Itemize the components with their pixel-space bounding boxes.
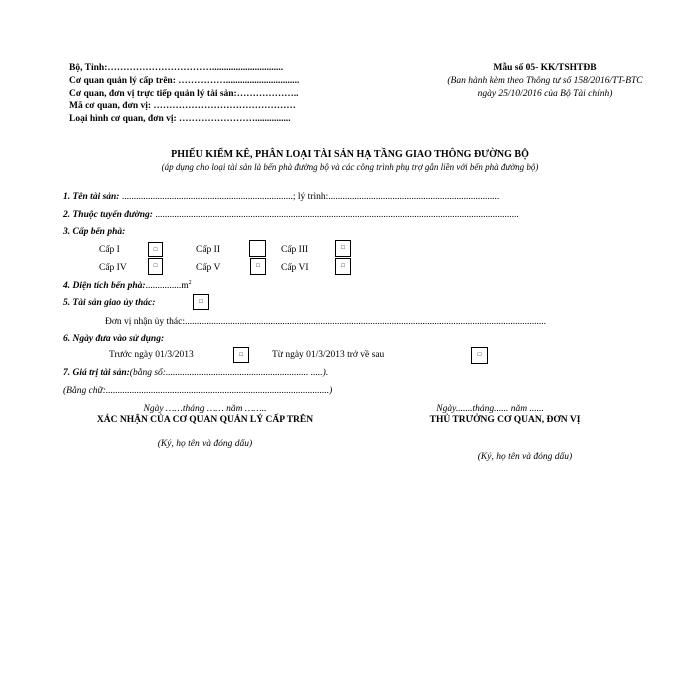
form-number: Mẫu số 05- KK/TSHTĐB [493,63,597,73]
page-subtitle: (áp dụng cho loại tài sản là bến phà đường bộ và các công trình phụ trợ gắn liền với bến phà đường bộ) [161,162,539,172]
checkbox-mark-icon: □ [239,352,243,358]
grade-3-checkbox[interactable] [335,240,351,257]
field-route [63,210,519,220]
header-agency-code: Mã cơ quan, đơn vị: ……………………………………… [69,101,296,111]
grade-1-label: Cấp I [99,245,120,255]
field-entrusted-unit-value[interactable]: ........................................................................................................................................................ [184,317,546,327]
checkbox-mark-icon: □ [199,299,203,305]
field-entrusted-label: 5. Tài sản giao ủy thác: [63,298,156,308]
commission-before-checkbox[interactable] [233,347,249,363]
commission-before-label: Trước ngày 01/3/2013 [109,350,194,360]
header-agency-type: Loại hình cơ quan, đơn vị: ……………………............... [69,114,291,124]
grade-2-checkbox[interactable] [249,240,266,257]
grade-3-label: Cấp III [281,245,309,255]
grade-1-checkbox[interactable] [148,242,163,257]
grade-4-checkbox[interactable] [148,258,163,275]
right-signature-date: Ngày.......tháng...... năm ...... [436,404,544,414]
field-commission-date-label: 6. Ngày đưa vào sử dụng: [63,334,165,344]
field-asset-name-label: 1. Tên tài sản: [63,192,120,202]
field-route-value[interactable]: ......................................................................................................................................................... [155,210,519,220]
checkbox-mark-icon: □ [256,263,260,269]
field-asset-name [63,192,499,202]
field-entrusted-unit-label: Đơn vị nhận ủy thác: [105,317,185,327]
field-asset-value-words[interactable]: (Bằng chữ:..............................................................................................) [63,386,333,396]
entrusted-checkbox[interactable] [193,294,209,310]
checkbox-mark-icon: □ [477,352,482,358]
field-asset-value-number[interactable]: (bằng số:............................................................ .....). [129,368,329,378]
field-entrusted-unit [105,317,546,327]
field-ferry-area-value[interactable]: ...............m [145,281,189,291]
checkbox-mark-icon: □ [341,245,345,251]
issuance-note-2: ngày 25/10/2016 của Bộ Tài chính) [477,89,613,99]
checkbox-mark-icon: □ [153,247,158,253]
grade-6-checkbox[interactable] [335,258,351,275]
grade-5-label: Cấp V [196,263,221,273]
left-signature-title: XÁC NHẬN CỦA CƠ QUAN QUẢN LÝ CẤP TRÊN [96,415,314,425]
field-route-label: 2. Thuộc tuyến đường: [63,210,153,220]
grade-4-label: Cấp IV [99,263,127,273]
header-ministry: Bộ, Tỉnh:…………………………….............................. [69,63,284,73]
field-asset-value [63,368,328,378]
grade-5-checkbox[interactable] [250,258,266,275]
issuance-note-1: (Ban hành kèm theo Thông tư số 158/2016/TT-BTC [447,76,643,86]
right-signature-title: THỦ TRƯỞNG CƠ QUAN, ĐƠN VỊ [429,415,581,425]
checkbox-mark-icon: □ [341,263,345,269]
left-signature-date: Ngày ……tháng …… năm …….. [143,404,267,414]
field-grade-label: 3. Cấp bến phà: [63,227,126,237]
field-asset-value-label: 7. Giá trị tài sản: [63,368,130,378]
checkbox-mark-icon: □ [153,263,158,269]
grade-6-label: Cấp VI [281,263,309,273]
field-asset-name-value[interactable]: ........................................................................; lý trình:........................................................................ [121,192,500,202]
right-signature-note: (Ký, họ tên và đóng dấu) [477,452,573,462]
commission-after-checkbox[interactable] [471,347,488,364]
field-ferry-area-unit-sup: 2 [188,279,192,286]
commission-after-label: Từ ngày 01/3/2013 trở về sau [272,350,385,360]
left-signature-note: (Ký, họ tên và đóng dấu) [157,439,253,449]
field-ferry-area [63,281,192,291]
field-ferry-area-label: 4. Diện tích bến phà: [63,281,146,291]
grade-2-label: Cấp II [196,245,221,255]
page-title: PHIẾU KIỂM KÊ, PHÂN LOẠI TÀI SẢN HẠ TẦNG GIAO THÔNG ĐƯỜNG BỘ [171,149,529,160]
header-superior-agency: Cơ quan quản lý cấp trên: ……………............................... [69,76,300,86]
header-managing-agency: Cơ quan, đơn vị trực tiếp quản lý tài sản:……………….. [69,89,299,99]
